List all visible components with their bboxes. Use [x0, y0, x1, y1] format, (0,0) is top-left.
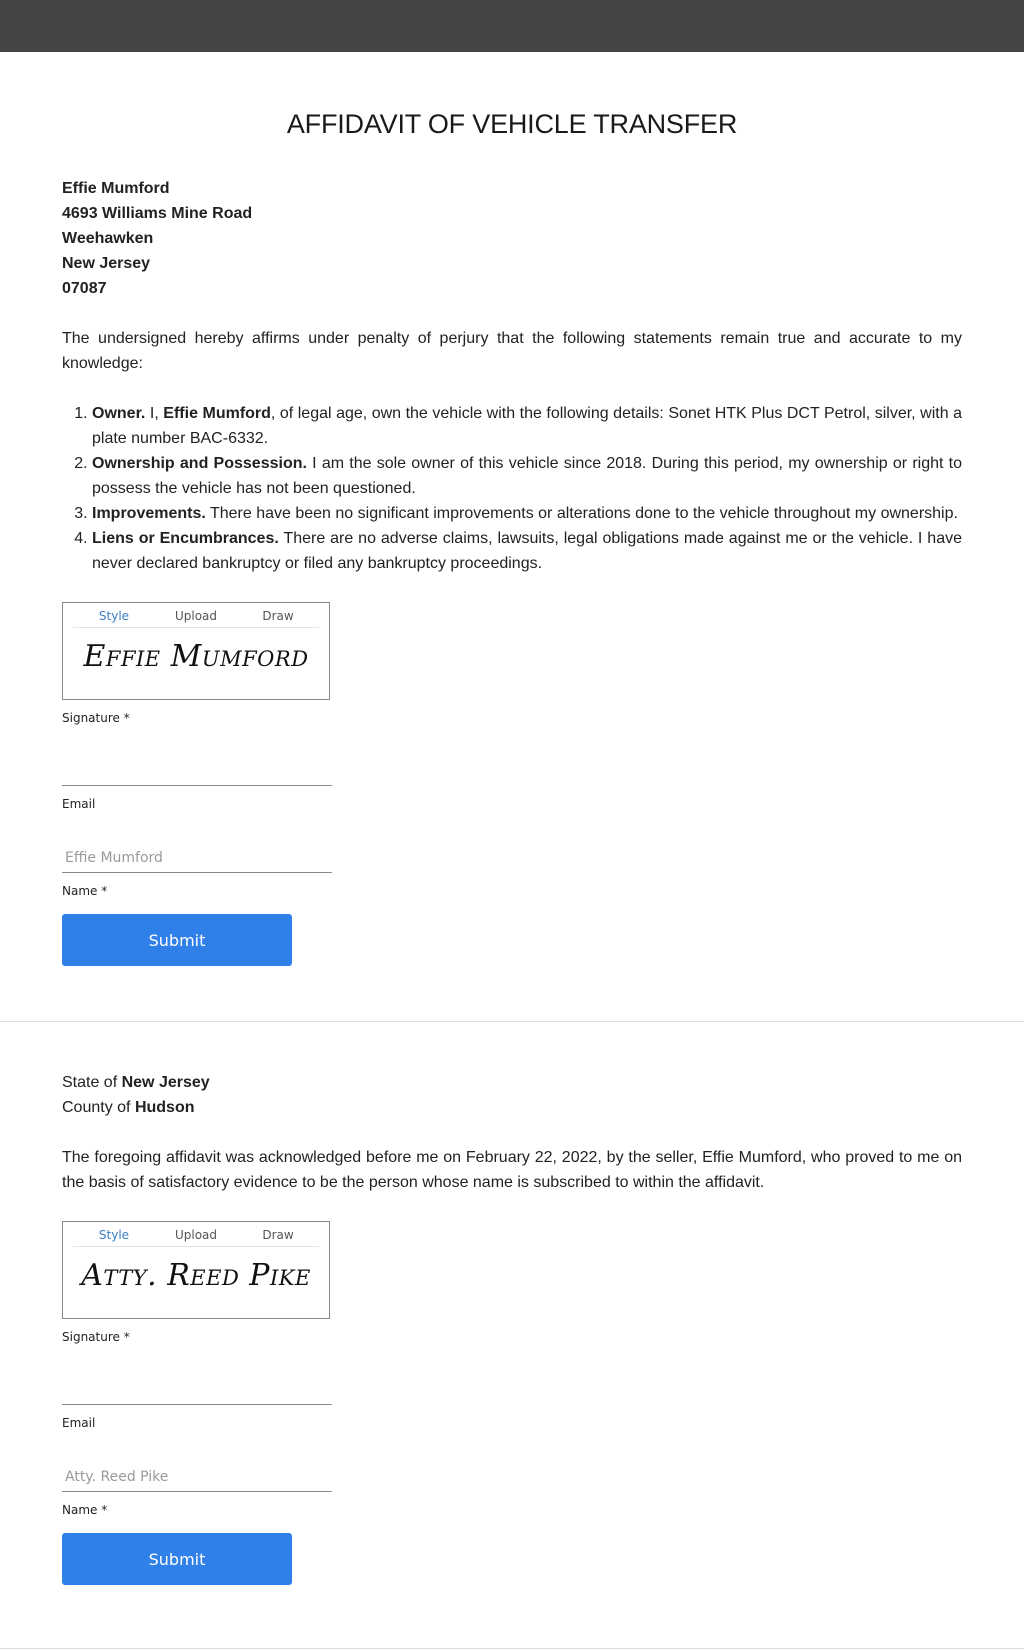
notary-jurisdiction — [62, 1070, 962, 1120]
top-bar — [0, 0, 1024, 52]
section-divider — [0, 1021, 1024, 1022]
address-city: Weehawken — [62, 230, 154, 247]
intro-paragraph: The undersigned hereby affirms under penalty of perjury that the following statements remain true and accurate to my knowledge: — [62, 330, 962, 372]
clause-text: I am the sole owner of this vehicle since 2018. During this period, my ownership or right to possess the vehicle has not been questioned. — [92, 455, 963, 497]
signature-label: Signature * — [62, 1330, 130, 1344]
tab-draw[interactable]: Draw — [262, 609, 294, 623]
county-line — [62, 1095, 962, 1120]
clause-text: There are no adverse claims, lawsuits, legal obligations made against me or the vehicle. I have never declared bankruptcy or filed any bankruptcy proceedings. — [92, 530, 962, 572]
section-divider — [0, 1648, 1024, 1649]
submit-button[interactable]: Submit — [62, 914, 292, 966]
notary-section — [62, 1070, 962, 1585]
tab-upload[interactable]: Upload — [174, 609, 218, 623]
county-prefix: County of — [62, 1099, 135, 1116]
email-input[interactable] — [62, 763, 334, 779]
clause-liens — [92, 526, 962, 576]
submit-button[interactable]: Submit — [62, 1533, 292, 1585]
email-label: Email — [62, 1416, 96, 1430]
clause-owner-name: Effie Mumford — [163, 405, 271, 422]
page-title: AFFIDAVIT OF VEHICLE TRANSFER — [286, 109, 738, 139]
seller-signature-form — [62, 602, 962, 966]
address-name: Effie Mumford — [62, 180, 170, 197]
clause-ownership — [92, 451, 962, 501]
clause-text: , of legal age, own the vehicle with the following details: Sonet HTK Plus DCT Petrol, silver, with a plate number BAC-6332. — [92, 405, 963, 447]
state-line — [62, 1070, 962, 1095]
signature-tabs — [73, 1226, 319, 1247]
email-label: Email — [62, 797, 96, 811]
document — [62, 52, 962, 966]
name-label: Name * — [62, 1503, 108, 1517]
clause-list — [62, 401, 962, 576]
email-field[interactable] — [62, 726, 332, 786]
clause-text: There have been no significant improvements or alterations done to the vehicle throughout my ownership. — [205, 505, 958, 522]
tab-style[interactable]: Style — [98, 609, 130, 623]
address-state: New Jersey — [62, 255, 151, 272]
county-value: Hudson — [134, 1099, 195, 1116]
clause-improvements — [92, 501, 962, 526]
state-prefix: State of — [62, 1074, 122, 1091]
signature-pad[interactable] — [62, 1221, 330, 1319]
signature-pad[interactable] — [62, 602, 330, 700]
tab-draw[interactable]: Draw — [262, 1228, 294, 1242]
clause-owner — [92, 401, 962, 451]
state-value: New Jersey — [121, 1074, 210, 1091]
signature-tabs — [73, 607, 319, 628]
clause-heading: Owner. — [92, 405, 146, 422]
notary-signature-form — [62, 1221, 962, 1585]
clause-text: I, — [145, 405, 164, 422]
address-street: 4693 Williams Mine Road — [62, 205, 253, 222]
clause-heading: Ownership and Possession. — [92, 455, 307, 472]
address-zip: 07087 — [62, 280, 107, 297]
name-field[interactable] — [62, 812, 332, 873]
clause-heading: Improvements. — [92, 505, 206, 522]
signature-preview: Atty. Reed Pike — [81, 1258, 311, 1293]
acknowledgment-paragraph: The foregoing affidavit was acknowledged before me on February 22, 2022, by the seller, Effie Mumford, who proved to me on the basis of satisfactory evidence to be the person whose name is subscribed to within the affidavit. — [62, 1149, 962, 1191]
name-field[interactable] — [62, 1431, 332, 1492]
tab-upload[interactable]: Upload — [174, 1228, 218, 1242]
tab-style[interactable]: Style — [98, 1228, 130, 1242]
email-input[interactable] — [62, 1382, 334, 1398]
clause-heading: Liens or Encumbrances. — [92, 530, 279, 547]
name-input[interactable] — [62, 850, 334, 866]
email-field[interactable] — [62, 1345, 332, 1405]
name-label: Name * — [62, 884, 108, 898]
signature-label: Signature * — [62, 711, 130, 725]
name-input[interactable] — [62, 1469, 334, 1485]
address-block — [62, 176, 962, 301]
signature-preview: Effie Mumford — [83, 639, 309, 674]
